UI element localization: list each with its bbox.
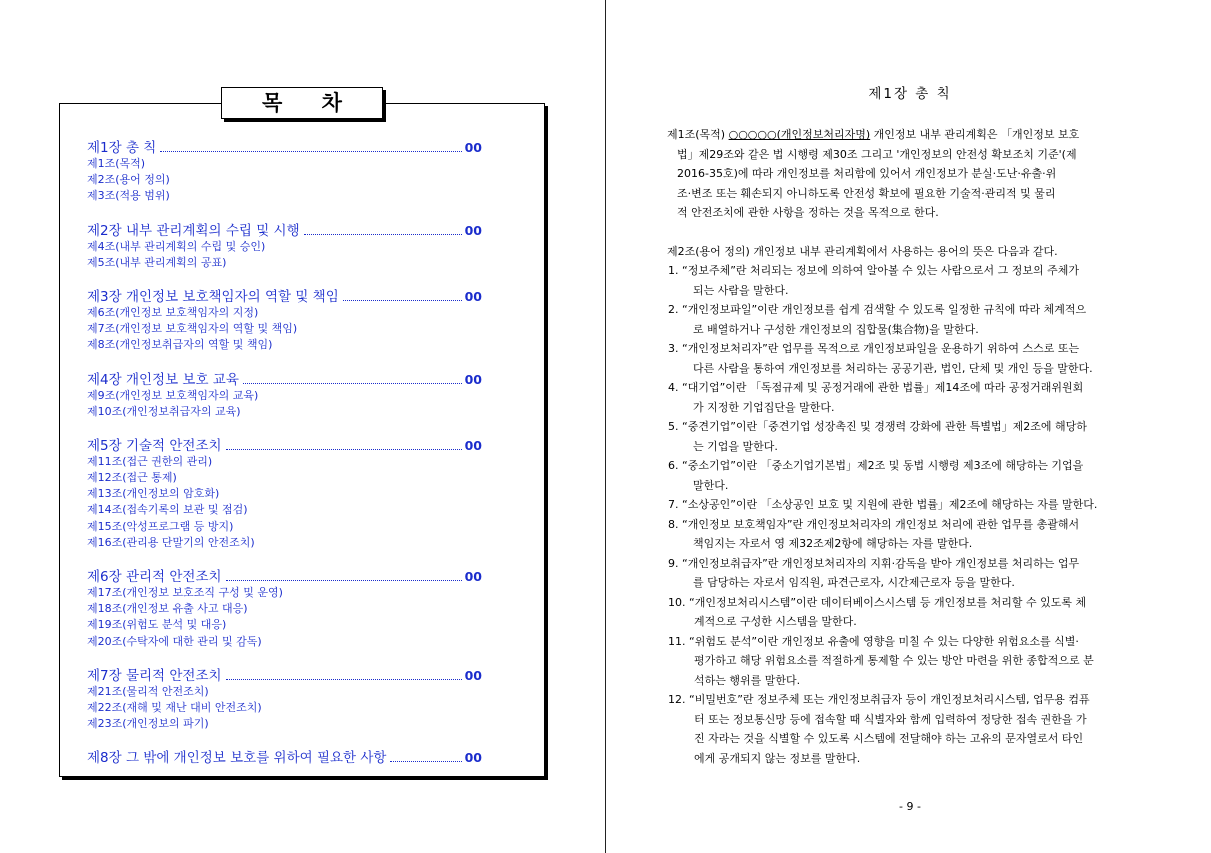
definition-line: 5. “중견기업”이란「중견기업 성장촉진 및 경쟁력 강화에 관한 특별법」제2조에 해당하 <box>668 420 1087 433</box>
toc-page-number: 00 <box>464 288 482 304</box>
toc-article[interactable]: 제20조(수탁자에 대한 관리 및 감독) <box>87 634 262 648</box>
article-1-line: 조·변조 또는 훼손되지 아니하도록 안전성 확보에 필요한 기술적·관리적 및 물리 <box>677 186 1056 200</box>
toc-leader-dots <box>226 580 462 581</box>
definition-line: 8. “개인정보 보호책임자”란 개인정보처리자의 개인정보 처리에 관한 업무를 총괄해서 <box>668 517 1080 531</box>
toc-page-number: 00 <box>464 569 482 584</box>
toc-chapter <box>87 368 482 420</box>
definition-line: 9. “개인정보취급자”란 개인정보처리자의 지휘·감독을 받아 개인정보를 처리하는 업무 <box>668 556 1080 570</box>
toc-chapter-row[interactable] <box>87 434 482 454</box>
toc-chapter <box>87 664 482 733</box>
definition-line: 1. “정보주체”란 처리되는 정보에 의하여 알아볼 수 있는 사람으로서 그 정보의 주체가 <box>668 264 1080 277</box>
toc-article[interactable]: 제6조(개인정보 보호책임자의 지정) <box>87 305 259 319</box>
toc-chapter-title: 제3장 개인정보 보호책임자의 역할 및 책임 <box>87 288 339 305</box>
toc-list <box>87 136 482 780</box>
toc-leader-dots <box>304 234 462 235</box>
definition-item <box>668 456 1097 495</box>
chapter-heading: 제1장 총 칙 <box>868 86 952 102</box>
toc-chapter-title: 제4장 개인정보 보호 교육 <box>87 371 239 388</box>
toc-chapter-title: 제2장 내부 관리계획의 수립 및 시행 <box>87 222 300 239</box>
toc-title: 목 차 <box>221 87 383 119</box>
definition-line: 4. “대기업”이란 「독점규제 및 공정거래에 관한 법률」제14조에 따라 공정거래위원회 <box>668 381 1084 394</box>
article-1-lead: 제1조(목적) <box>667 128 726 141</box>
processor-name-placeholder: ○○○○○(개인정보처리자명) <box>728 128 871 141</box>
toc-article[interactable]: 제23조(개인정보의 파기) <box>87 717 209 731</box>
toc-article[interactable]: 제12조(접근 통제) <box>87 471 177 485</box>
definition-item <box>668 554 1097 593</box>
toc-article[interactable]: 제4조(내부 관리계획의 수립 및 승인) <box>87 239 266 253</box>
toc-article[interactable]: 제18조(개인정보 유출 사고 대응) <box>87 602 248 616</box>
toc-chapter-row[interactable] <box>87 285 482 305</box>
definition-line: 7. “소상공인”이란 「소상공인 보호 및 지원에 관한 법률」제2조에 해당하는 자를 말한다. <box>668 498 1098 511</box>
toc-article[interactable]: 제22조(재해 및 재난 대비 안전조치) <box>87 700 262 714</box>
toc-page-number: 00 <box>464 371 482 387</box>
toc-chapter-title: 제5장 기술적 안전조치 <box>87 437 222 454</box>
definition-line: 말한다. <box>693 478 729 492</box>
toc-page-number: 00 <box>464 437 482 453</box>
toc-chapter-row[interactable] <box>87 136 482 156</box>
definition-line: 11. “위험도 분석”이란 개인정보 유출에 영향을 미칠 수 있는 다양한 위험요소를 식별· <box>668 634 1079 648</box>
toc-chapter-row[interactable] <box>87 664 482 684</box>
toc-article[interactable]: 제2조(용어 정의) <box>87 173 170 187</box>
definition-line: 터 또는 정보통신망 등에 접속할 때 식별자와 함께 입력하여 정당한 접속 권한을 가 <box>694 712 1087 726</box>
toc-chapter <box>87 434 482 551</box>
toc-article[interactable]: 제8조(개인정보취급자의 역할 및 책임) <box>87 338 273 352</box>
article-2-items <box>668 261 1097 768</box>
toc-article[interactable]: 제13조(개인정보의 암호화) <box>87 487 220 501</box>
definition-item <box>668 378 1097 417</box>
toc-article[interactable]: 제1조(목적) <box>87 157 146 170</box>
definition-line: 로 배열하거나 구성한 개인정보의 집합물(集合物)을 말한다. <box>693 322 979 336</box>
definition-line: 10. “개인정보처리시스템”이란 데이터베이스시스템 등 개인정보를 처리할 수 있도록 체 <box>668 595 1087 609</box>
toc-chapter <box>87 136 482 205</box>
toc-chapter-row[interactable] <box>87 746 482 766</box>
toc-chapter-title: 제7장 물리적 안전조치 <box>87 667 222 684</box>
toc-article[interactable]: 제9조(개인정보 보호책임자의 교육) <box>87 388 259 402</box>
toc-leader-dots <box>226 679 462 680</box>
toc-article[interactable]: 제16조(관리용 단말기의 안전조치) <box>87 535 255 549</box>
toc-leader-dots <box>160 151 461 152</box>
definition-item <box>668 632 1097 691</box>
toc-page-number: 00 <box>464 222 482 238</box>
definition-item <box>668 339 1097 378</box>
toc-chapter-row[interactable] <box>87 565 482 585</box>
definition-line: 책임지는 자로서 영 제32조제2항에 해당하는 자를 말한다. <box>693 537 973 550</box>
definition-line: 에게 공개되지 않는 정보를 말한다. <box>694 751 861 765</box>
definition-line: 12. “비밀번호”란 정보주체 또는 개인정보취급자 등이 개인정보처리시스템, 업무용 컴퓨 <box>668 693 1090 706</box>
toc-page-number: 00 <box>464 750 482 766</box>
definition-line: 는 기업을 말한다. <box>693 439 778 453</box>
definition-line: 를 담당하는 자로서 임직원, 파견근로자, 시간제근로자 등을 말한다. <box>693 576 1015 589</box>
definition-line: 계적으로 구성한 시스템을 말한다. <box>694 615 857 628</box>
definition-line: 되는 사람을 말한다. <box>693 283 789 297</box>
toc-article[interactable]: 제15조(악성프로그램 등 방지) <box>87 519 234 533</box>
toc-article[interactable]: 제5조(내부 관리계획의 공표) <box>87 255 227 269</box>
toc-chapter <box>87 746 482 766</box>
page-divider <box>605 0 606 853</box>
article-1-line: 법」제29조와 같은 법 시행령 제30조 그리고 '개인정보의 안전성 확보조치 기준'(제 <box>677 147 1077 161</box>
toc-chapter-title: 제6장 관리적 안전조치 <box>87 569 222 585</box>
toc-leader-dots <box>226 449 462 450</box>
toc-leader-dots <box>343 300 462 301</box>
article-1-line: 2016-35호)에 따라 개인정보를 처리함에 있어서 개인정보가 분실·도난·유출·위 <box>677 167 1057 180</box>
definition-item <box>668 515 1097 554</box>
definition-line: 평가하고 해당 위험요소를 적절하게 통제할 수 있는 방안 마련을 위한 종합적으로 분 <box>694 654 1094 667</box>
toc-article[interactable]: 제17조(개인정보 보호조직 구성 및 운영) <box>87 586 283 599</box>
toc-chapter-row[interactable] <box>87 368 482 388</box>
toc-article[interactable]: 제11조(접근 권한의 관리) <box>87 454 213 468</box>
toc-article[interactable]: 제10조(개인정보취급자의 교육) <box>87 404 241 418</box>
article-1-line: 적 안전조치에 관한 사항을 정하는 것을 목적으로 한다. <box>677 206 939 219</box>
article-2-intro: 제2조(용어 정의) 개인정보 내부 관리계획에서 사용하는 용어의 뜻은 다음과 같다. <box>667 245 1058 258</box>
toc-page-number: 00 <box>464 140 482 155</box>
definition-line: 3. “개인정보처리자”란 업무를 목적으로 개인정보파일을 운용하기 위하여 스스로 또는 <box>668 342 1080 355</box>
toc-leader-dots <box>243 383 462 384</box>
article-1 <box>667 125 1079 223</box>
toc-chapter <box>87 219 482 271</box>
toc-chapter-row[interactable] <box>87 219 482 239</box>
definition-item <box>668 417 1097 456</box>
definition-item <box>668 495 1097 515</box>
toc-page-number: 00 <box>464 667 482 683</box>
toc-article[interactable]: 제3조(적용 범위) <box>87 189 170 203</box>
toc-chapter <box>87 285 482 354</box>
definition-line: 석하는 행위를 말한다. <box>694 673 801 687</box>
toc-chapter-title: 제1장 총 칙 <box>87 140 157 156</box>
toc-article[interactable]: 제19조(위험도 분석 및 대응) <box>87 618 227 632</box>
article-1-line: 제1조(목적) ○○○○○(개인정보처리자명) 개인정보 내부 관리계획은 「개인정보 보호 <box>667 128 1080 141</box>
toc-chapter <box>87 565 482 650</box>
toc-article[interactable]: 제7조(개인정보 보호책임자의 역할 및 책임) <box>87 322 298 336</box>
definition-line: 진 자라는 것을 식별할 수 있도록 시스템에 전달해야 하는 고유의 문자열로서 타인 <box>694 732 1084 745</box>
page-number: - 9 - <box>899 800 921 813</box>
definition-item <box>668 593 1097 632</box>
definition-line: 가 지정한 기업집단을 말한다. <box>693 400 835 414</box>
definition-item <box>668 261 1097 300</box>
definition-item <box>668 300 1097 339</box>
definition-line: 2. “개인정보파일”이란 개인정보를 쉽게 검색할 수 있도록 일정한 규칙에 따라 체계적으 <box>668 303 1087 316</box>
definition-line: 다른 사람을 통하여 개인정보를 처리하는 공공기관, 법인, 단체 및 개인 등을 말한다. <box>693 361 1093 375</box>
definition-item <box>668 690 1097 768</box>
toc-article[interactable]: 제21조(물리적 안전조치) <box>87 684 209 698</box>
definition-line: 6. “중소기업”이란 「중소기업기본법」제2조 및 동법 시행령 제3조에 해당하는 기업을 <box>668 459 1084 472</box>
toc-chapter-title: 제8장 그 밖에 개인정보 보호를 위하여 필요한 사항 <box>87 750 387 767</box>
toc-article[interactable]: 제14조(접속기록의 보관 및 점검) <box>87 503 248 517</box>
toc-leader-dots <box>390 761 461 762</box>
